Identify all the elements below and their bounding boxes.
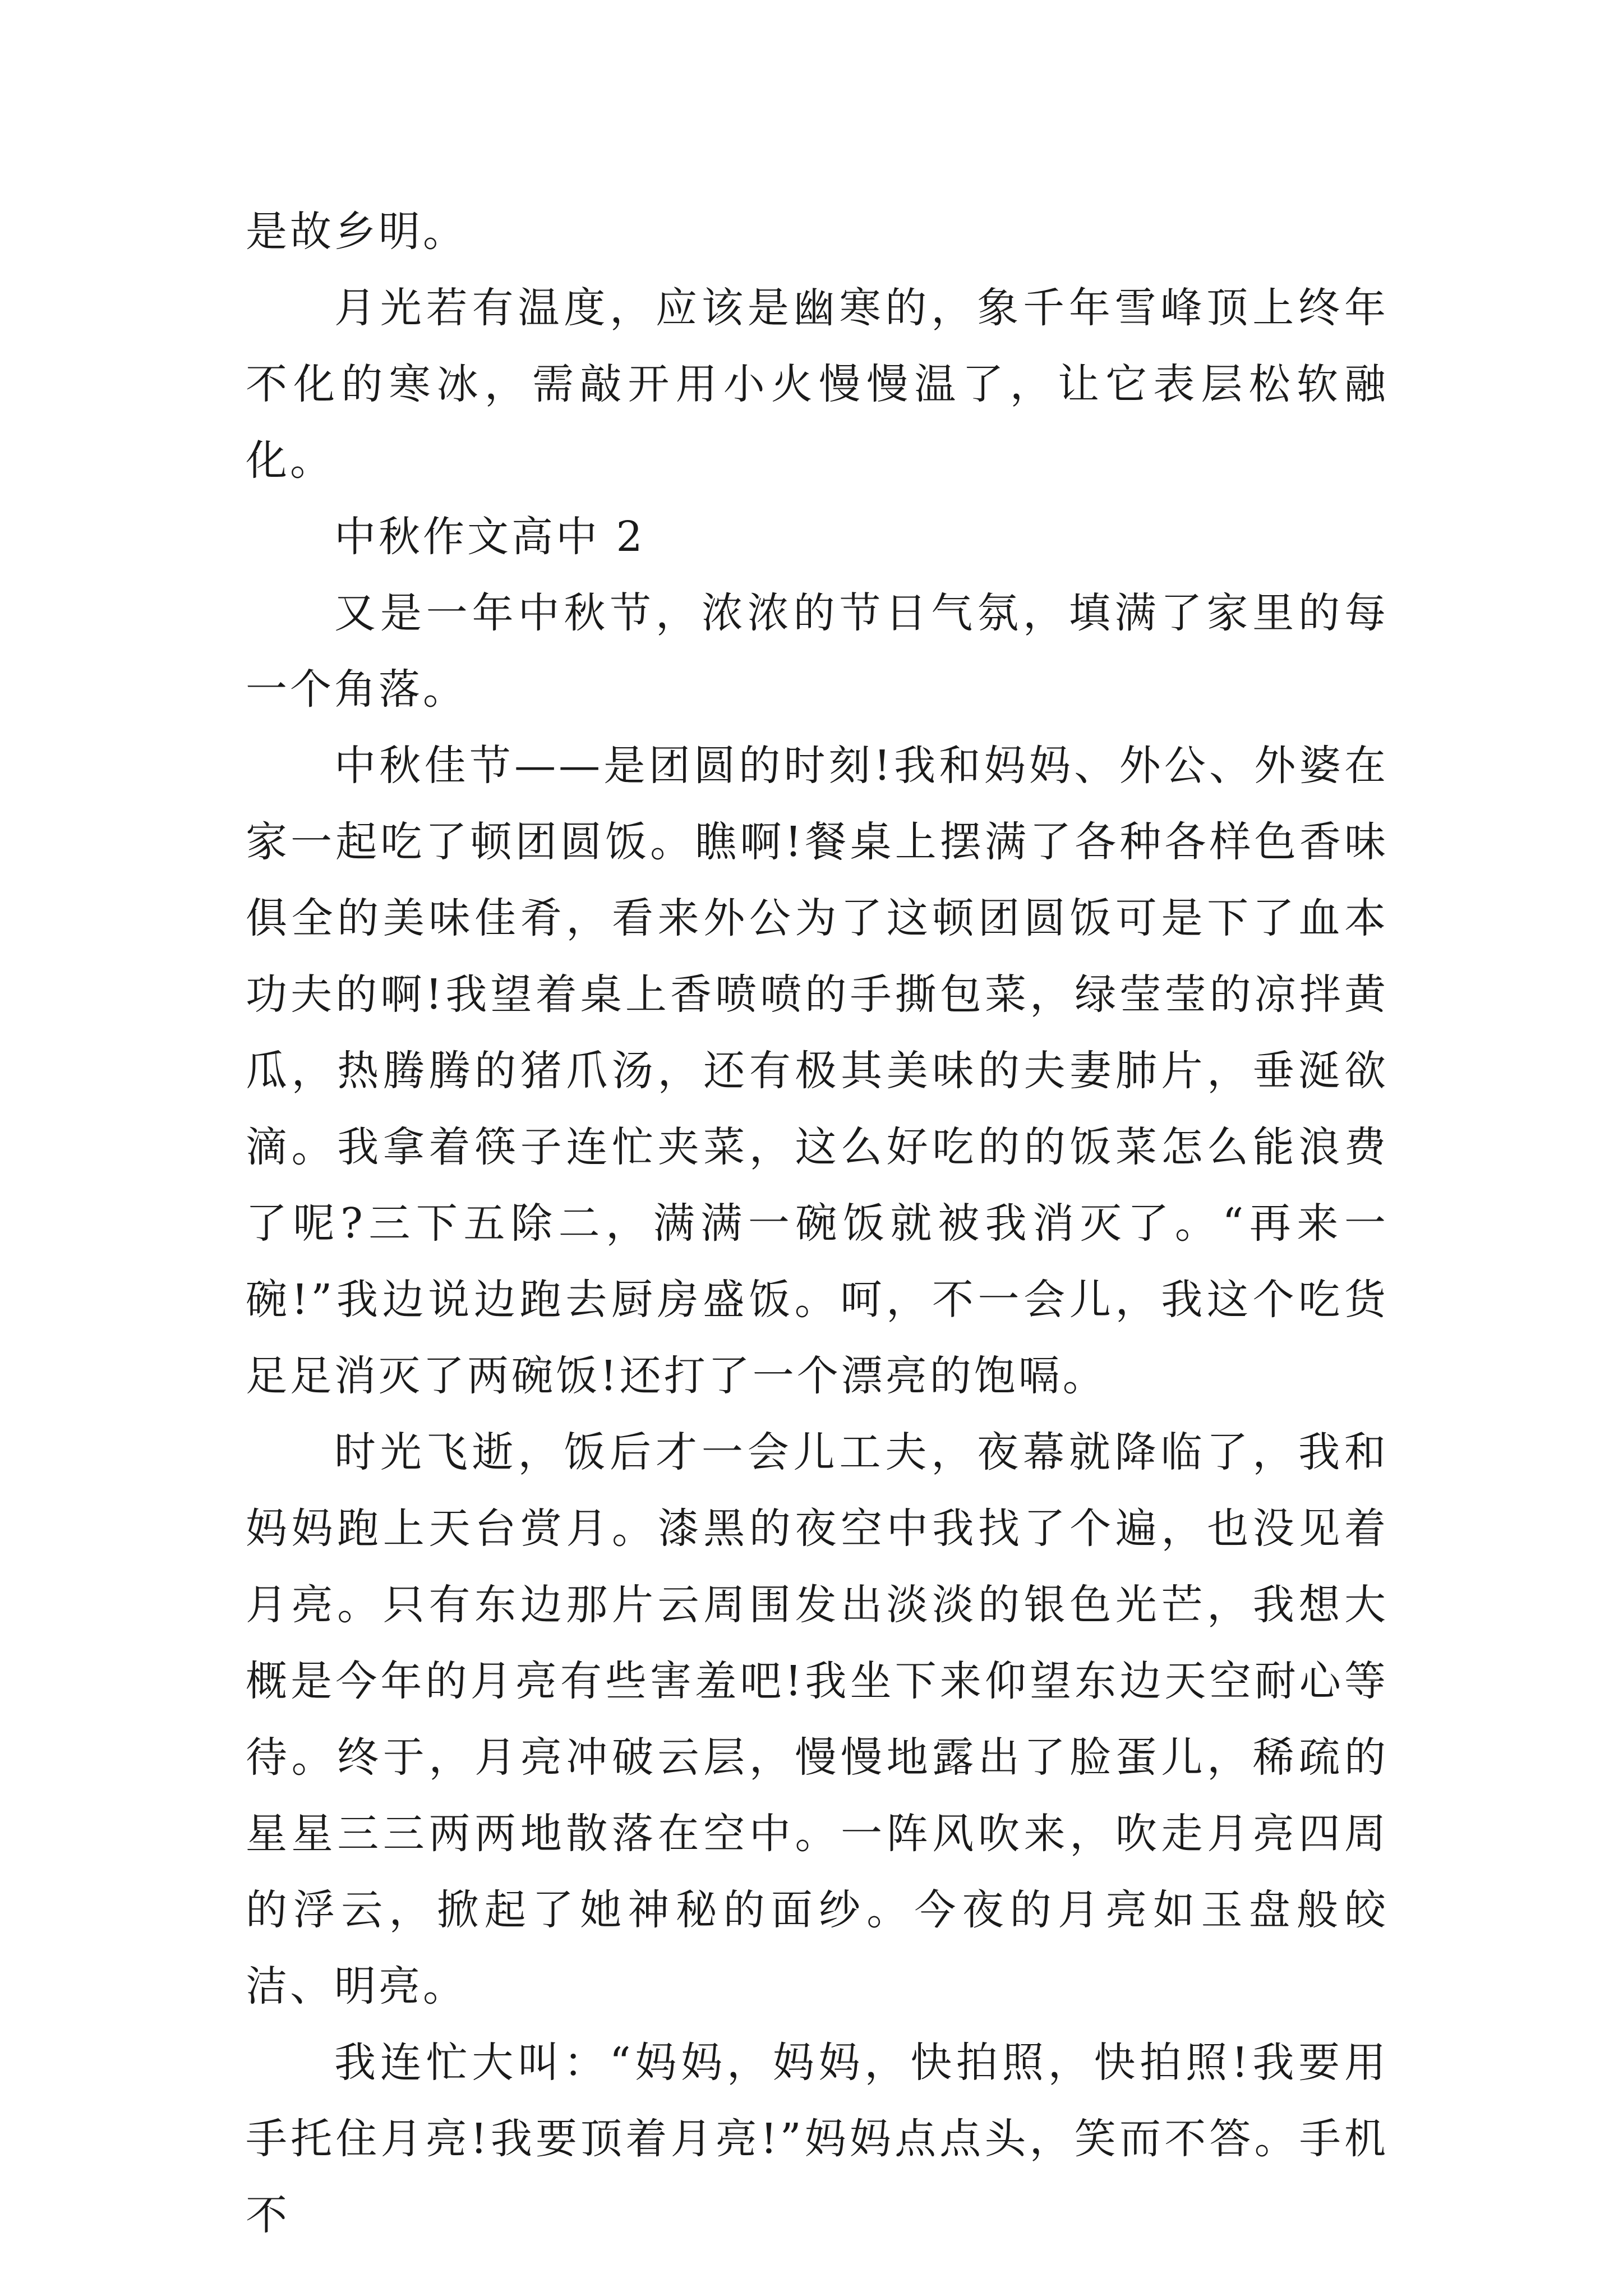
section-heading: 中秋作文高中 2 xyxy=(334,513,645,561)
paragraph-continuation: 是故乡明。 xyxy=(246,208,467,256)
paragraph-photo: 我连忙大叫：“妈妈，妈妈，快拍照，快拍照!我要用手托住月亮!我要顶着月亮!”妈妈点点头，笑而不答。手机不 xyxy=(246,2039,1389,2239)
paragraph-festival-intro: 又是一年中秋节，浓浓的节日气氛，填满了家里的每一个角落。 xyxy=(246,589,1389,714)
paragraph-moon-viewing: 时光飞逝，饭后才一会儿工夫，夜幕就降临了，我和妈妈跑上天台赏月。漆黑的夜空中我找了个遍，也没见着月亮。只有东边那片云周围发出淡淡的银色光芒，我想大概是今年的月亮有些害羞吧!我坐下来仰望东边天空耐心等待。终于，月亮冲破云层，慢慢地露出了脸蛋儿，稀疏的星星三三两两地散落在空中。一阵风吹来，吹走月亮四周的浮云，掀起了她神秘的面纱。今夜的月亮如玉盘般皎洁、明亮。 xyxy=(246,1428,1389,2010)
document-body xyxy=(246,194,1389,2253)
paragraph-moonlight-temperature: 月光若有温度，应该是幽寒的，象千年雪峰顶上终年不化的寒冰，需敲开用小火慢慢温了，让它表层松软融化。 xyxy=(246,284,1389,485)
paragraph-reunion-dinner: 中秋佳节——是团圆的时刻!我和妈妈、外公、外婆在家一起吃了顿团圆饭。瞧啊!餐桌上摆满了各种各样色香味俱全的美味佳肴，看来外公为了这顿团圆饭可是下了血本功夫的啊!我望着桌上香喷喷的手撕包菜，绿莹莹的凉拌黄瓜，热腾腾的猪爪汤，还有极其美味的夫妻肺片，垂涎欲滴。我拿着筷子连忙夹菜，这么好吃的的饭菜怎么能浪费了呢?三下五除二，满满一碗饭就被我消灭了。“再来一碗!”我边说边跑去厨房盛饭。呵，不一会儿，我这个吃货足足消灭了两碗饭!还打了一个漂亮的饱嗝。 xyxy=(246,742,1389,1400)
